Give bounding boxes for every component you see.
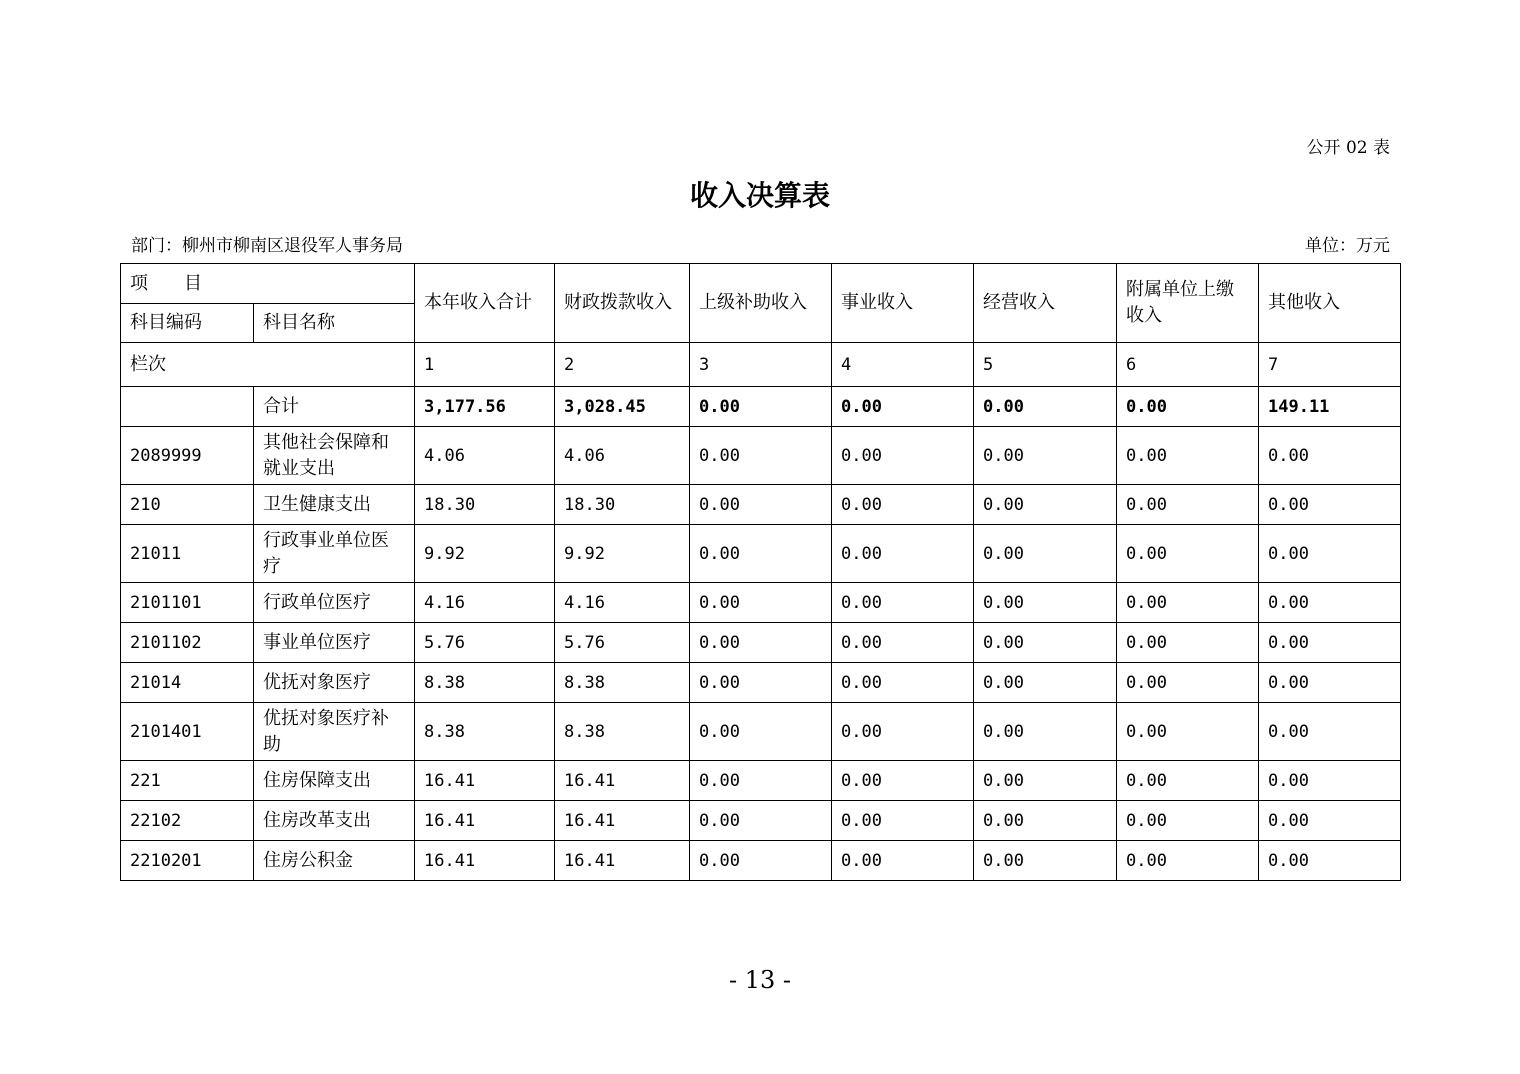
total-code-cell bbox=[121, 387, 254, 427]
subject-code: 22102 bbox=[121, 801, 254, 841]
subject-name: 行政单位医疗 bbox=[254, 583, 415, 623]
column-number: 2 bbox=[555, 343, 690, 387]
column-number: 7 bbox=[1259, 343, 1401, 387]
amount-cell: 4.06 bbox=[415, 427, 555, 485]
table-row bbox=[121, 663, 1401, 703]
amount-cell: 8.38 bbox=[555, 663, 690, 703]
amount-cell: 0.00 bbox=[1259, 623, 1401, 663]
amount-cell: 0.00 bbox=[690, 623, 832, 663]
amount-cell: 0.00 bbox=[1117, 623, 1259, 663]
header-col-3: 上级补助收入 bbox=[690, 264, 832, 343]
amount-cell: 0.00 bbox=[1259, 761, 1401, 801]
amount-cell: 0.00 bbox=[974, 525, 1117, 583]
department-label: 部门：柳州市柳南区退役军人事务局 bbox=[131, 236, 403, 256]
header-code: 科目编码 bbox=[121, 304, 254, 343]
subject-code: 2101401 bbox=[121, 703, 254, 761]
header-col-1: 本年收入合计 bbox=[415, 264, 555, 343]
amount-cell: 0.00 bbox=[1259, 703, 1401, 761]
table-row bbox=[121, 703, 1401, 761]
total-value: 149.11 bbox=[1259, 387, 1401, 427]
amount-cell: 8.38 bbox=[415, 663, 555, 703]
amount-cell: 5.76 bbox=[555, 623, 690, 663]
amount-cell: 0.00 bbox=[690, 703, 832, 761]
total-label: 合计 bbox=[254, 387, 415, 427]
form-number: 公开 02 表 bbox=[1306, 138, 1390, 158]
amount-cell: 0.00 bbox=[1117, 663, 1259, 703]
amount-cell: 0.00 bbox=[1117, 841, 1259, 881]
amount-cell: 0.00 bbox=[974, 485, 1117, 525]
header-col-5: 经营收入 bbox=[974, 264, 1117, 343]
amount-cell: 0.00 bbox=[1117, 485, 1259, 525]
subject-name: 住房公积金 bbox=[254, 841, 415, 881]
table-row bbox=[121, 623, 1401, 663]
table-row bbox=[121, 485, 1401, 525]
subject-code: 21014 bbox=[121, 663, 254, 703]
amount-cell: 0.00 bbox=[1259, 801, 1401, 841]
table-row bbox=[121, 525, 1401, 583]
amount-cell: 0.00 bbox=[832, 623, 974, 663]
income-statement-table bbox=[120, 263, 1401, 881]
amount-cell: 0.00 bbox=[1259, 485, 1401, 525]
subject-name: 事业单位医疗 bbox=[254, 623, 415, 663]
unit-label: 单位：万元 bbox=[1305, 236, 1390, 256]
total-value: 3,028.45 bbox=[555, 387, 690, 427]
amount-cell: 0.00 bbox=[690, 583, 832, 623]
amount-cell: 0.00 bbox=[1117, 525, 1259, 583]
amount-cell: 0.00 bbox=[832, 583, 974, 623]
data-rows bbox=[121, 427, 1401, 881]
page-title: 收入决算表 bbox=[689, 179, 830, 212]
amount-cell: 0.00 bbox=[1117, 761, 1259, 801]
amount-cell: 0.00 bbox=[832, 427, 974, 485]
table-row bbox=[121, 583, 1401, 623]
amount-cell: 0.00 bbox=[690, 485, 832, 525]
column-number: 6 bbox=[1117, 343, 1259, 387]
amount-cell: 16.41 bbox=[415, 841, 555, 881]
amount-cell: 0.00 bbox=[974, 663, 1117, 703]
total-value: 0.00 bbox=[1117, 387, 1259, 427]
amount-cell: 0.00 bbox=[832, 841, 974, 881]
table-row bbox=[121, 801, 1401, 841]
amount-cell: 0.00 bbox=[974, 801, 1117, 841]
header-col-6: 附属单位上缴收入 bbox=[1117, 264, 1259, 343]
amount-cell: 0.00 bbox=[690, 761, 832, 801]
subject-code: 2089999 bbox=[121, 427, 254, 485]
amount-cell: 0.00 bbox=[1259, 525, 1401, 583]
amount-cell: 0.00 bbox=[690, 427, 832, 485]
subject-name: 优抚对象医疗补助 bbox=[254, 703, 415, 761]
header-row-1 bbox=[121, 264, 1401, 304]
amount-cell: 0.00 bbox=[690, 801, 832, 841]
amount-cell: 0.00 bbox=[1117, 801, 1259, 841]
amount-cell: 0.00 bbox=[974, 841, 1117, 881]
header-col-7: 其他收入 bbox=[1259, 264, 1401, 343]
subject-name: 优抚对象医疗 bbox=[254, 663, 415, 703]
amount-cell: 0.00 bbox=[1259, 663, 1401, 703]
amount-cell: 0.00 bbox=[832, 801, 974, 841]
subject-name: 其他社会保障和就业支出 bbox=[254, 427, 415, 485]
amount-cell: 0.00 bbox=[832, 485, 974, 525]
amount-cell: 16.41 bbox=[415, 761, 555, 801]
column-number: 3 bbox=[690, 343, 832, 387]
amount-cell: 0.00 bbox=[832, 525, 974, 583]
table-row bbox=[121, 841, 1401, 881]
total-value: 0.00 bbox=[690, 387, 832, 427]
table-row bbox=[121, 761, 1401, 801]
subject-code: 21011 bbox=[121, 525, 254, 583]
amount-cell: 4.16 bbox=[415, 583, 555, 623]
amount-cell: 16.41 bbox=[555, 841, 690, 881]
amount-cell: 0.00 bbox=[1259, 841, 1401, 881]
amount-cell: 0.00 bbox=[832, 663, 974, 703]
amount-cell: 0.00 bbox=[690, 841, 832, 881]
amount-cell: 0.00 bbox=[974, 427, 1117, 485]
amount-cell: 0.00 bbox=[974, 583, 1117, 623]
subject-code: 2101102 bbox=[121, 623, 254, 663]
subject-code: 210 bbox=[121, 485, 254, 525]
amount-cell: 0.00 bbox=[1259, 427, 1401, 485]
total-value: 3,177.56 bbox=[415, 387, 555, 427]
amount-cell: 0.00 bbox=[974, 623, 1117, 663]
subject-name: 住房改革支出 bbox=[254, 801, 415, 841]
row-label: 栏次 bbox=[121, 343, 415, 387]
amount-cell: 0.00 bbox=[690, 663, 832, 703]
page-number: - 13 - bbox=[728, 966, 791, 994]
amount-cell: 16.41 bbox=[415, 801, 555, 841]
subject-code: 2101101 bbox=[121, 583, 254, 623]
amount-cell: 0.00 bbox=[1259, 583, 1401, 623]
subject-name: 行政事业单位医疗 bbox=[254, 525, 415, 583]
amount-cell: 16.41 bbox=[555, 801, 690, 841]
amount-cell: 8.38 bbox=[415, 703, 555, 761]
column-number: 5 bbox=[974, 343, 1117, 387]
amount-cell: 0.00 bbox=[1117, 703, 1259, 761]
subject-code: 221 bbox=[121, 761, 254, 801]
subject-code: 2210201 bbox=[121, 841, 254, 881]
amount-cell: 0.00 bbox=[1117, 427, 1259, 485]
amount-cell: 18.30 bbox=[555, 485, 690, 525]
header-name: 科目名称 bbox=[254, 304, 415, 343]
total-row bbox=[121, 387, 1401, 427]
amount-cell: 0.00 bbox=[690, 525, 832, 583]
amount-cell: 9.92 bbox=[415, 525, 555, 583]
amount-cell: 0.00 bbox=[974, 761, 1117, 801]
amount-cell: 0.00 bbox=[832, 703, 974, 761]
amount-cell: 0.00 bbox=[832, 761, 974, 801]
header-item: 项 目 bbox=[121, 264, 415, 304]
column-number: 4 bbox=[832, 343, 974, 387]
header-col-4: 事业收入 bbox=[832, 264, 974, 343]
amount-cell: 18.30 bbox=[415, 485, 555, 525]
amount-cell: 16.41 bbox=[555, 761, 690, 801]
column-number-row bbox=[121, 343, 1401, 387]
subject-name: 卫生健康支出 bbox=[254, 485, 415, 525]
amount-cell: 0.00 bbox=[974, 703, 1117, 761]
amount-cell: 0.00 bbox=[1117, 583, 1259, 623]
subject-name: 住房保障支出 bbox=[254, 761, 415, 801]
amount-cell: 5.76 bbox=[415, 623, 555, 663]
amount-cell: 9.92 bbox=[555, 525, 690, 583]
total-value: 0.00 bbox=[974, 387, 1117, 427]
amount-cell: 4.16 bbox=[555, 583, 690, 623]
column-number: 1 bbox=[415, 343, 555, 387]
amount-cell: 8.38 bbox=[555, 703, 690, 761]
total-value: 0.00 bbox=[832, 387, 974, 427]
table-row bbox=[121, 427, 1401, 485]
amount-cell: 4.06 bbox=[555, 427, 690, 485]
header-col-2: 财政拨款收入 bbox=[555, 264, 690, 343]
